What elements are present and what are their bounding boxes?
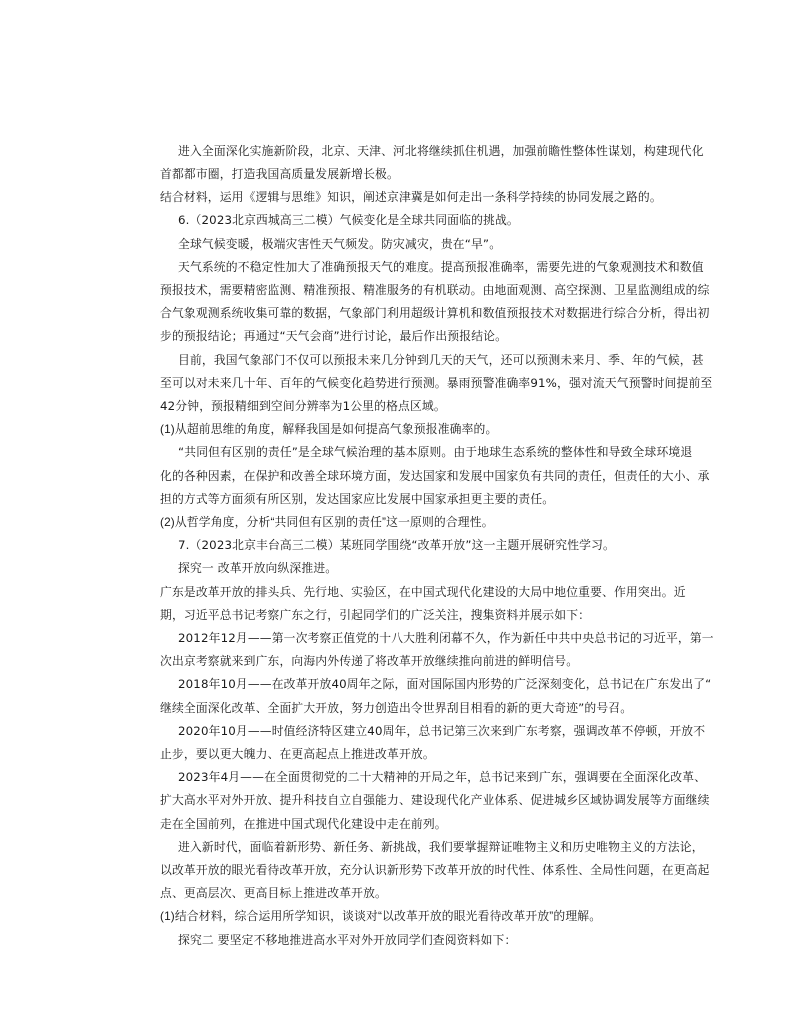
material-paragraph-line: 全球气候变暖，极端灾害性天气频发。防灾减灾，贵在“早”。 xyxy=(178,237,502,251)
material-paragraph-line: 进入全面深化实施新阶段，北京、天津、河北将继续抓住机遇，加强前瞻性整体性谋划，构建现代化 xyxy=(178,144,704,158)
material-paragraph-line: 预报技术，需要精密监测、精准预报、精准服务的有机联动。由地面观测、高空探测、卫星监测组成的综 xyxy=(160,283,710,297)
material-paragraph-line: 走在全国前列，在推进中国式现代化建设中走在前列。 xyxy=(160,817,447,831)
material-paragraph-line: 至可以对未来几十年、百年的气候变化趋势进行预测。暴雨预警准确率91%，强对流天气预警时间提前至 xyxy=(160,376,713,390)
material-paragraph-line: 步的预报结论；再通过“天气会商”进行讨论，最后作出预报结论。 xyxy=(160,329,508,343)
question-heading: 7.（2023北京丰台高三二模）某班同学围绕“改革开放”这一主题开展研究性学习。 xyxy=(178,538,616,552)
material-paragraph-line: 2020年10月——时值经济特区建立40周年，总书记第三次来到广东考察，强调改革不停顿，开放不 xyxy=(178,724,706,738)
material-paragraph-line: 42分钟，预报精细到空间分辨率为1公里的格点区域。 xyxy=(160,399,446,413)
material-paragraph-line: 止步，要以更大魄力、在更高起点上推进改革开放。 xyxy=(160,747,435,761)
material-paragraph-line: 以改革开放的眼光看待改革开放，充分认识新形势下改革开放的时代性、体系性、全局性问题，在更高起 xyxy=(160,863,710,877)
material-paragraph-line: 点、更高层次、更高目标上推进改革开放。 xyxy=(160,886,387,900)
material-paragraph-line: 进入新时代，面临着新形势、新任务、新挑战，我们要掌握辩证唯物主义和历史唯物主义的方法论， xyxy=(178,840,704,854)
material-paragraph-line: 2023年4月——在全面贯彻党的二十大精神的开局之年，总书记来到广东，强调要在全面深化改革、 xyxy=(178,770,707,784)
question-prompt: 结合材料，运用《逻辑与思维》知识，阐述京津冀是如何走出一条科学持续的协同发展之路的。 xyxy=(160,190,662,204)
section-heading: 探究二 要坚定不移地推进高水平对外开放同学们查阅资料如下： xyxy=(178,933,517,947)
material-paragraph-line: 广东是改革开放的排头兵、先行地、实验区，在中国式现代化建设的大局中地位重要、作用突出。近 xyxy=(160,585,686,599)
material-paragraph-line: 次出京考察就来到广东，向海内外传递了将改革开放继续推向前进的鲜明信号。 xyxy=(160,654,579,668)
section-heading: 探究一 改革开放向纵深推进。 xyxy=(178,561,338,575)
material-paragraph-line: 扩大高水平对外开放、提升科技自立自强能力、建设现代化产业体系、促进城乡区域协调发展等方面继续 xyxy=(160,793,710,807)
material-paragraph-line: 继续全面深化改革、全面扩大开放，努力创造出令世界刮目相看的新的更大奇迹”的号召。 xyxy=(160,701,633,715)
material-paragraph-line: 天气系统的不稳定性加大了准确预报天气的难度。提高预报准确率，需要先进的气象观测技术和数值 xyxy=(178,260,704,274)
material-paragraph-line: 2012年12月——第一次考察正值党的十八大胜利闭幕不久，作为新任中共中央总书记的习近平，第一 xyxy=(178,631,714,645)
material-paragraph-line: 合气象观测系统收集可靠的数据，气象部门利用超级计算机和数值预报技术对数据进行综合分析，得出初 xyxy=(160,306,710,320)
material-paragraph-line: 首都都市圈，打造我国高质量发展新增长极。 xyxy=(160,167,399,181)
question-prompt: (2)从哲学角度，分析“共同但有区别的责任”这一原则的合理性。 xyxy=(160,515,494,529)
material-paragraph-line: “共同但有区别的责任”是全球气候治理的基本原则。由于地球生态系统的整体性和导致全球环境退 xyxy=(178,445,693,459)
material-paragraph-line: 目前，我国气象部门不仅可以预报未来几分钟到几天的天气，还可以预测未来月、季、年的气候，甚 xyxy=(178,353,704,367)
material-paragraph-line: 期，习近平总书记考察广东之行，引起同学们的广泛关注，搜集资料并展示如下： xyxy=(160,608,591,622)
question-prompt: (1)从超前思维的角度，解释我国是如何提高气象预报准确率的。 xyxy=(160,422,498,436)
material-paragraph-line: 2018年10月——在改革开放40周年之际，面对国际国内形势的广泛深刻变化，总书记在广东发出了“ xyxy=(178,677,712,691)
question-prompt: (1)结合材料，综合运用所学知识，谈谈对“以改革开放的眼光看待改革开放”的理解。 xyxy=(160,909,602,923)
question-heading: 6.（2023北京西城高三二模）气候变化是全球共同面临的挑战。 xyxy=(178,213,519,227)
material-paragraph-line: 化的各种因素，在保护和改善全球环境方面，发达国家和发展中国家负有共同的责任，但责任的大小、承 xyxy=(160,469,710,483)
material-paragraph-line: 担的方式等方面须有所区别，发达国家应比发展中国家承担更主要的责任。 xyxy=(160,492,555,506)
